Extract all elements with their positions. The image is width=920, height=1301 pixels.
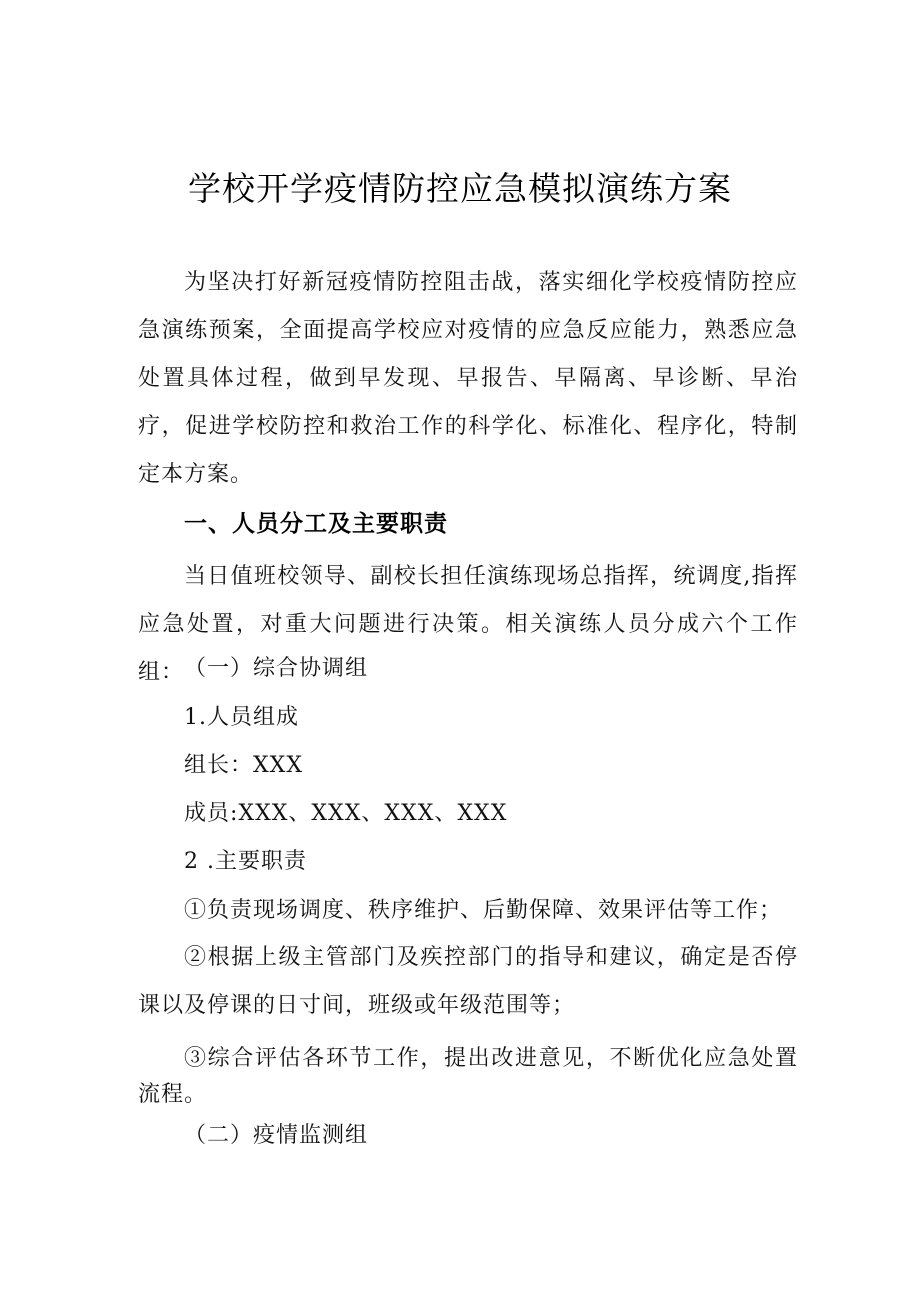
document-title: 学校开学疫情防控应急模拟演练方案	[188, 169, 732, 208]
duty-item-3: ③综合评估各环节工作，提出改进意见，不断优化应急处置流程。	[138, 1046, 798, 1107]
duty-item-2: ②根据上级主管部门及疾控部门的指导和建议，确定是否停课以及停课的日寸间，班级或年级范围等；	[138, 945, 798, 1018]
composition-label: 1.人员组成	[184, 705, 299, 730]
duties-label: 2 .主要职责	[184, 849, 307, 874]
duty-item-1: ①负责现场调度、秩序维护、后勤保障、效果评估等工作；	[184, 898, 783, 923]
group-1-title: （一）综合协调组	[184, 656, 369, 681]
section-1-paragraph: 当日值班校领导、副校长担任演练现场总指挥，统调度,指挥应急处置，对重大问题进行决策。相关演练人员分成六个工作组：	[138, 564, 798, 685]
section-heading-1: 一、人员分工及主要职责	[184, 511, 448, 537]
group-2-title: （二）疫情监测组	[184, 1123, 369, 1148]
group-leader: 组长：XXX	[184, 753, 303, 778]
intro-paragraph: 为坚决打好新冠疫情防控阻击战，落实细化学校疫情防控应急演练预案，全面提高学校应对疫情的应急反应能力，熟悉应急处置具体过程，做到早发现、早报告、早隔离、早诊断、早治疗，促进学校防控和救治工作的科学化、标准化、程序化，特制定本方案。	[138, 270, 798, 487]
group-members: 成员:XXX、XXX、XXX、XXX	[184, 801, 508, 826]
